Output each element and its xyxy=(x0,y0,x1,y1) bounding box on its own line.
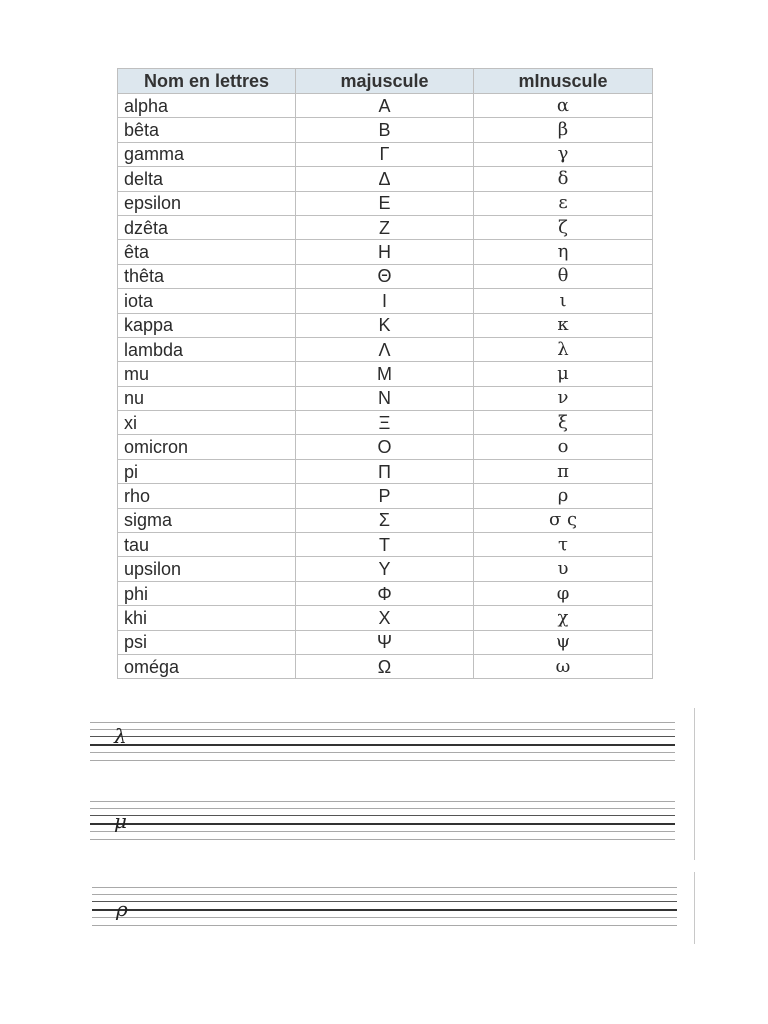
table-row xyxy=(118,240,653,264)
uppercase-cell: Ε xyxy=(296,191,474,215)
letter-name-cell: omicron xyxy=(118,435,296,459)
letter-name-cell: alpha xyxy=(118,94,296,118)
uppercase-cell: Ω xyxy=(296,654,474,678)
table-row xyxy=(118,386,653,410)
baseline-line xyxy=(90,744,675,746)
letter-name-cell: êta xyxy=(118,240,296,264)
practice-letter-lambda: λ xyxy=(114,724,127,748)
lowercase-cell: ν xyxy=(474,386,653,410)
letter-name-cell: pi xyxy=(118,459,296,483)
table-row xyxy=(118,264,653,288)
lowercase-cell: β xyxy=(474,118,653,142)
table-row xyxy=(118,581,653,605)
letter-name-cell: tau xyxy=(118,533,296,557)
ruled-line xyxy=(92,887,677,888)
lowercase-cell: α xyxy=(474,94,653,118)
ruled-line xyxy=(90,831,675,832)
uppercase-cell: Κ xyxy=(296,313,474,337)
table-row xyxy=(118,533,653,557)
uppercase-cell: Ζ xyxy=(296,215,474,239)
letter-name-cell: bêta xyxy=(118,118,296,142)
uppercase-cell: Θ xyxy=(296,264,474,288)
table-row xyxy=(118,411,653,435)
uppercase-cell: Β xyxy=(296,118,474,142)
ruled-line xyxy=(90,815,675,816)
lowercase-cell: λ xyxy=(474,337,653,361)
baseline-line xyxy=(90,823,675,825)
table-row xyxy=(118,191,653,215)
uppercase-cell: Υ xyxy=(296,557,474,581)
table-row xyxy=(118,215,653,239)
ruled-line xyxy=(92,925,677,926)
practice-staff-rho xyxy=(92,887,677,929)
uppercase-cell: Χ xyxy=(296,606,474,630)
table-row xyxy=(118,508,653,532)
ruled-line xyxy=(90,839,675,840)
header-letter-name: Nom en lettres xyxy=(118,69,296,94)
ruled-line xyxy=(90,760,675,761)
lowercase-cell: ε xyxy=(474,191,653,215)
header-lowercase: mInuscule xyxy=(474,69,653,94)
practice-staff-lambda xyxy=(90,722,675,762)
ruled-line xyxy=(90,729,675,730)
lowercase-cell: σ ς xyxy=(474,508,653,532)
letter-name-cell: dzêta xyxy=(118,215,296,239)
letter-name-cell: rho xyxy=(118,484,296,508)
uppercase-cell: Φ xyxy=(296,581,474,605)
practice-letter-mu: μ xyxy=(114,809,127,833)
letter-name-cell: xi xyxy=(118,411,296,435)
lowercase-cell: φ xyxy=(474,581,653,605)
letter-name-cell: psi xyxy=(118,630,296,654)
lowercase-cell: ψ xyxy=(474,630,653,654)
lowercase-cell: ξ xyxy=(474,411,653,435)
uppercase-cell: Γ xyxy=(296,142,474,166)
greek-alphabet-table xyxy=(117,68,653,679)
letter-name-cell: upsilon xyxy=(118,557,296,581)
table-row xyxy=(118,606,653,630)
lowercase-cell: μ xyxy=(474,362,653,386)
ruled-line xyxy=(90,801,675,802)
table-row xyxy=(118,167,653,191)
lowercase-cell: γ xyxy=(474,142,653,166)
margin-rule xyxy=(694,708,695,860)
ruled-line xyxy=(90,752,675,753)
uppercase-cell: Ο xyxy=(296,435,474,459)
ruled-line xyxy=(90,722,675,723)
uppercase-cell: Μ xyxy=(296,362,474,386)
practice-letter-rho: ρ xyxy=(116,897,128,921)
table-row xyxy=(118,289,653,313)
letter-name-cell: mu xyxy=(118,362,296,386)
letter-name-cell: thêta xyxy=(118,264,296,288)
ruled-line xyxy=(92,917,677,918)
lowercase-cell: ω xyxy=(474,654,653,678)
practice-staff-mu xyxy=(90,801,675,841)
table-row xyxy=(118,484,653,508)
table-row xyxy=(118,313,653,337)
table-row xyxy=(118,94,653,118)
table-row xyxy=(118,142,653,166)
table-row xyxy=(118,459,653,483)
table-row xyxy=(118,337,653,361)
letter-name-cell: nu xyxy=(118,386,296,410)
table-row xyxy=(118,362,653,386)
letter-name-cell: sigma xyxy=(118,508,296,532)
lowercase-cell: ι xyxy=(474,289,653,313)
lowercase-cell: χ xyxy=(474,606,653,630)
ruled-line xyxy=(92,894,677,895)
uppercase-cell: Σ xyxy=(296,508,474,532)
lowercase-cell: τ xyxy=(474,533,653,557)
lowercase-cell: υ xyxy=(474,557,653,581)
lowercase-cell: θ xyxy=(474,264,653,288)
uppercase-cell: Ι xyxy=(296,289,474,313)
lowercase-cell: ο xyxy=(474,435,653,459)
uppercase-cell: Π xyxy=(296,459,474,483)
ruled-line xyxy=(90,808,675,809)
baseline-line xyxy=(92,909,677,911)
letter-name-cell: oméga xyxy=(118,654,296,678)
lowercase-cell: ζ xyxy=(474,215,653,239)
uppercase-cell: Λ xyxy=(296,337,474,361)
margin-rule xyxy=(694,872,695,944)
letter-name-cell: phi xyxy=(118,581,296,605)
uppercase-cell: Τ xyxy=(296,533,474,557)
ruled-line xyxy=(90,736,675,737)
table-body xyxy=(118,94,653,679)
uppercase-cell: Ρ xyxy=(296,484,474,508)
uppercase-cell: Δ xyxy=(296,167,474,191)
lowercase-cell: π xyxy=(474,459,653,483)
letter-name-cell: kappa xyxy=(118,313,296,337)
uppercase-cell: Α xyxy=(296,94,474,118)
letter-name-cell: iota xyxy=(118,289,296,313)
lowercase-cell: κ xyxy=(474,313,653,337)
lowercase-cell: ρ xyxy=(474,484,653,508)
header-uppercase: majuscule xyxy=(296,69,474,94)
table-row xyxy=(118,435,653,459)
letter-name-cell: epsilon xyxy=(118,191,296,215)
uppercase-cell: Ν xyxy=(296,386,474,410)
table-row xyxy=(118,557,653,581)
uppercase-cell: Ξ xyxy=(296,411,474,435)
letter-name-cell: lambda xyxy=(118,337,296,361)
letter-name-cell: khi xyxy=(118,606,296,630)
ruled-line xyxy=(92,901,677,902)
letter-name-cell: delta xyxy=(118,167,296,191)
table-row xyxy=(118,630,653,654)
lowercase-cell: η xyxy=(474,240,653,264)
table-row xyxy=(118,654,653,678)
uppercase-cell: Ψ xyxy=(296,630,474,654)
table-header-row xyxy=(118,69,653,94)
table-row xyxy=(118,118,653,142)
lowercase-cell: δ xyxy=(474,167,653,191)
uppercase-cell: Η xyxy=(296,240,474,264)
letter-name-cell: gamma xyxy=(118,142,296,166)
